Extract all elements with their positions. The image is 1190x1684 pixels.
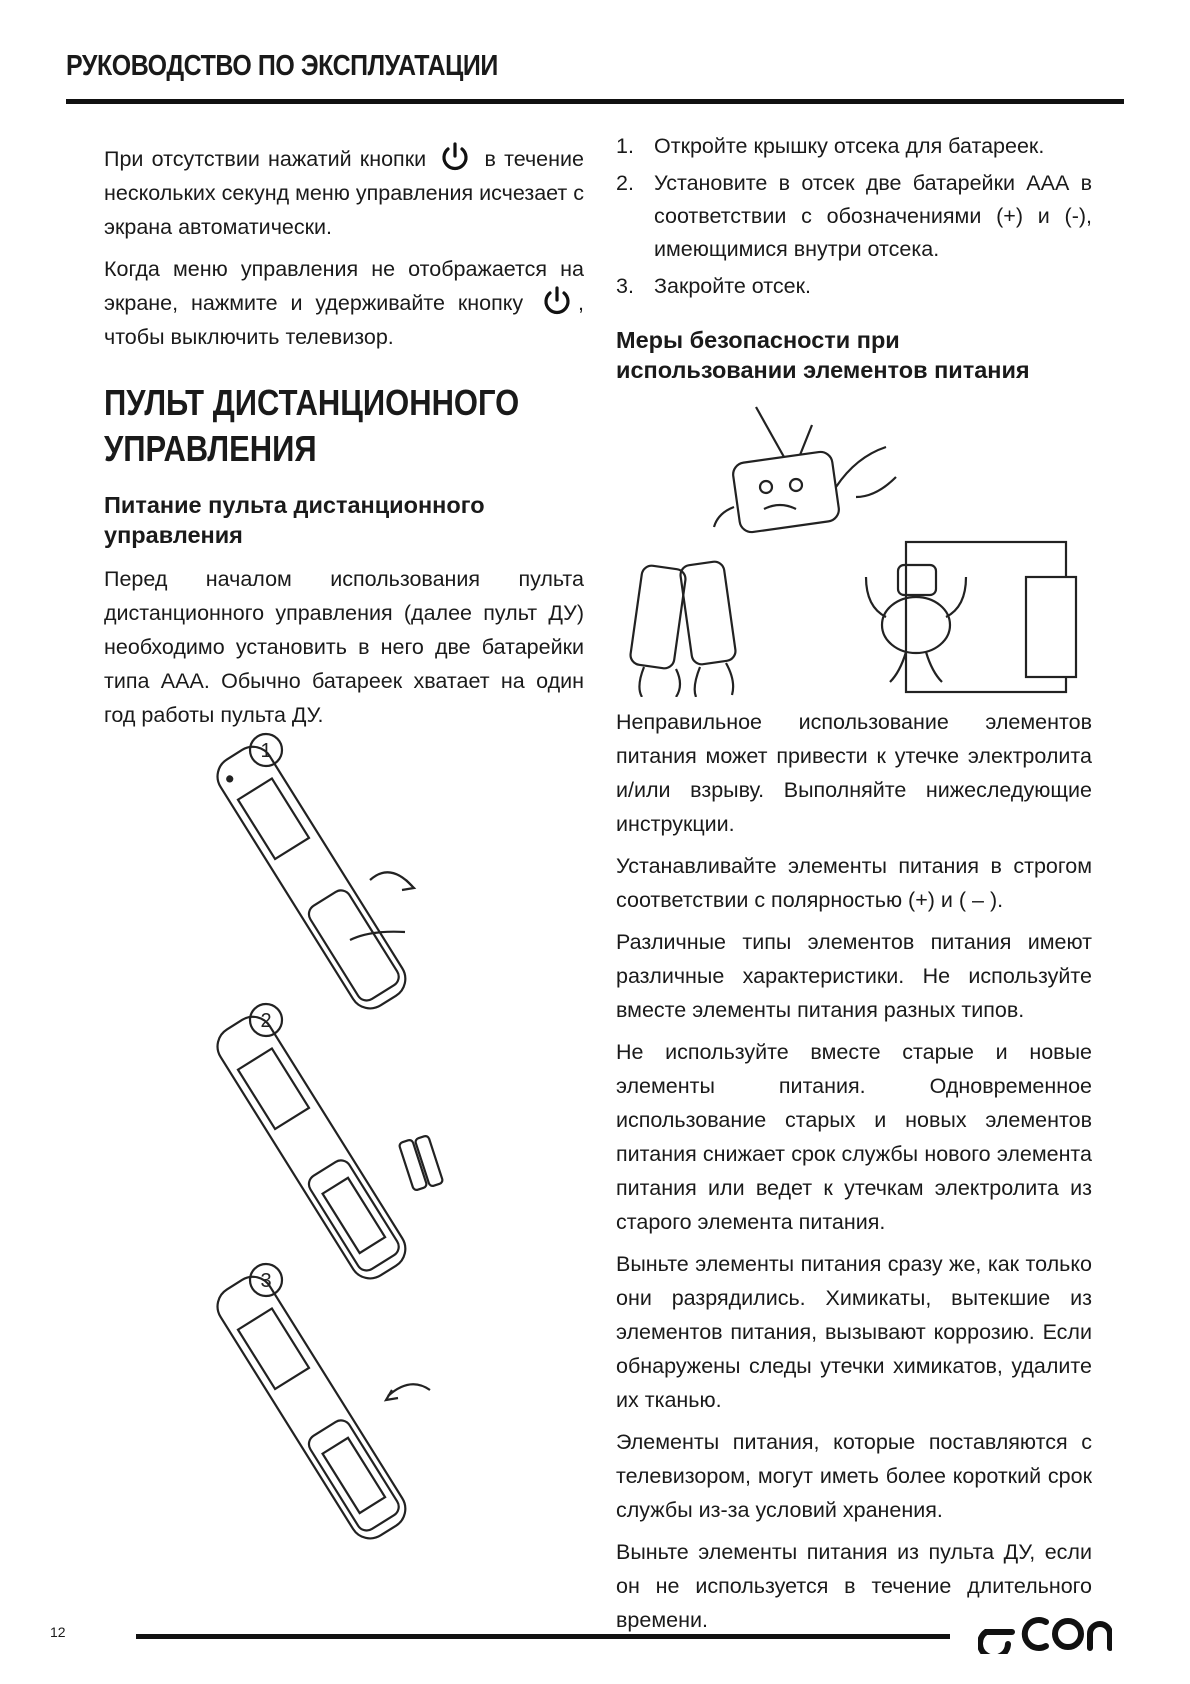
safety-paragraph: Элементы питания, которые поставляются с телевизором, могут иметь более короткий срок службы из-за условий хранения.: [616, 1430, 1092, 1522]
list-item: 3. Закройте отсек.: [616, 274, 811, 298]
safety-paragraph: Неправильное использование элементов питания может привести к утечке электролита и/или взрыву. Выполняйте нижеследующие инструкции.: [616, 710, 1092, 836]
step-3-label: 3: [260, 1270, 272, 1292]
safety-paragraph: Не используйте вместе старые и новые элементы питания. Одновременное использование старых и новых элементов питания снижает срок службы нового элемента питания или ведет к утечкам электролита из старого элемента питания.: [616, 1040, 1092, 1234]
safety-paragraph: Выньте элементы питания из пульта ДУ, если он не используется в течение длительного времени.: [616, 1540, 1092, 1632]
left-column: [104, 142, 584, 740]
footer-rule: [136, 1634, 950, 1639]
step-2-label: 2: [260, 1010, 272, 1032]
step-1-label: 1: [260, 740, 272, 762]
remote-battery-illustration: [170, 730, 470, 1550]
paragraph-batteries-intro: Перед началом использования пульта дистанционного управления (далее пульт ДУ) необходимо установить в него две батарейки типа ААА. Обычно батареек хватает на один год работы пульта ДУ.: [104, 567, 584, 727]
section-title: ПУЛЬТ ДИСТАНЦИОННОГО УПРАВЛЕНИЯ: [104, 382, 520, 469]
install-steps: [616, 130, 1092, 303]
safety-paragraph: Устанавливайте элементы питания в строгом соответствии с полярностью (+) и ( – ).: [616, 854, 1092, 912]
battery-safety-illustration: [616, 397, 1092, 697]
econ-logo: [978, 1610, 1112, 1654]
right-column: [616, 130, 1092, 1645]
list-item: 2. Установите в отсек две батарейки ААА в соответствии с обозначениями (+) и (-), имеющимися внутри отсека.: [616, 171, 1092, 261]
paragraph-auto-hide: При отсутствии нажатий кнопки в течение нескольких секунд меню управления исчезает с экрана автоматически.: [104, 142, 584, 244]
list-item: 1. Откройте крышку отсека для батареек.: [616, 134, 1045, 158]
safety-paragraph: Различные типы элементов питания имеют различные характеристики. Не используйте вместе элементы питания разных типов.: [616, 930, 1092, 1022]
header-rule: [66, 99, 1124, 104]
power-icon: [540, 286, 574, 316]
paragraph-power-off: Когда меню управления не отображается на экране, нажмите и удерживайте кнопку , чтобы выключить телевизор.: [104, 257, 584, 349]
power-icon: [438, 142, 472, 172]
safety-paragraph: Выньте элементы питания сразу же, как только они разрядились. Химикаты, вытекшие из элементов питания, вызывают коррозию. Если обнаружены следы утечки химикатов, удалите их тканью.: [616, 1252, 1092, 1412]
page-header-title: РУКОВОДСТВО ПО ЭКСПЛУАТАЦИИ: [66, 50, 498, 82]
page-number: 12: [50, 1624, 66, 1640]
subheading-safety: Меры безопасности при использовании элементов питания: [616, 327, 1030, 383]
subheading-remote-power: Питание пульта дистанционного управления: [104, 492, 485, 548]
